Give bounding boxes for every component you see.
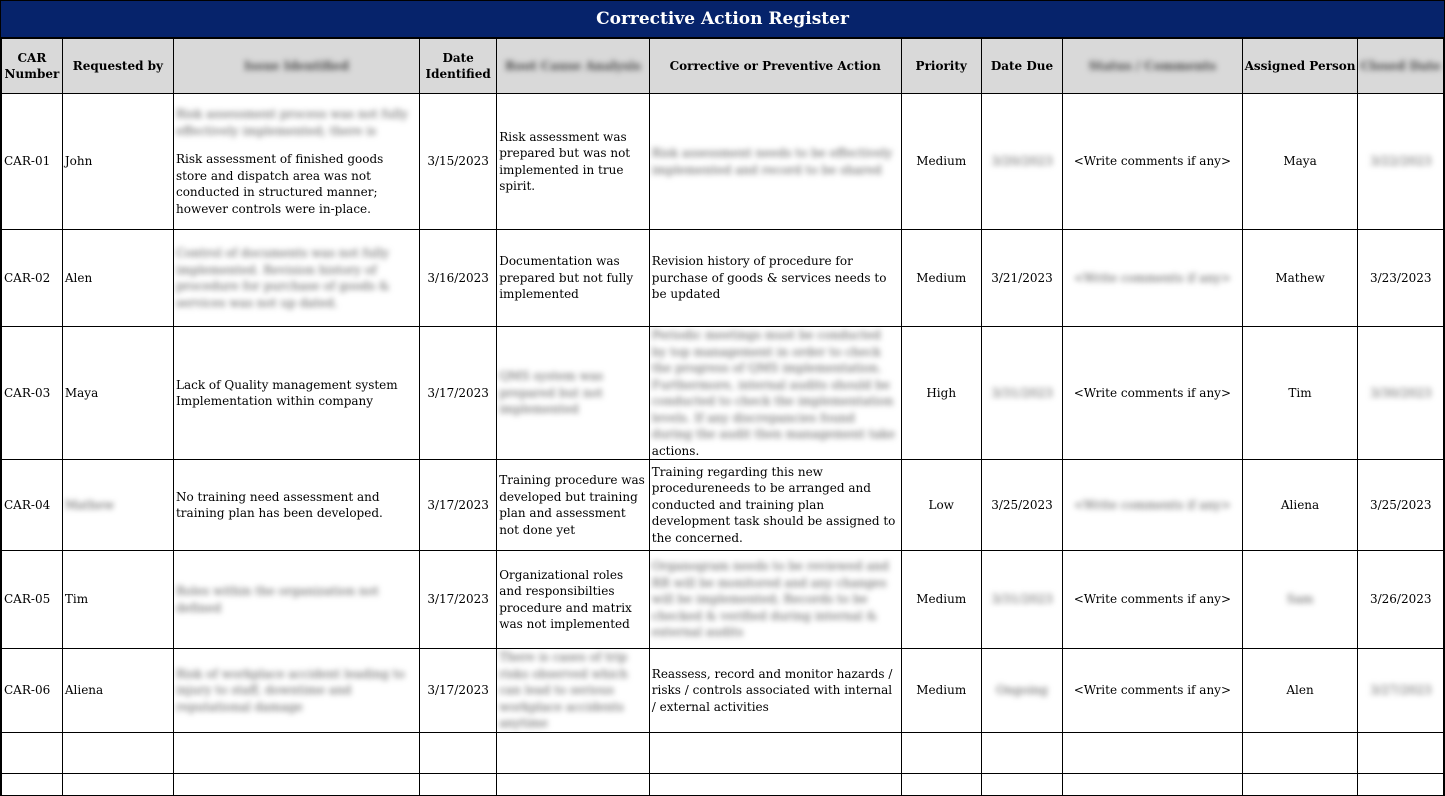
closed-blurred: 3/22/2023 xyxy=(1369,154,1432,169)
cell-priority[interactable]: Medium xyxy=(901,551,981,649)
cell-status[interactable]: <Write comments if any> xyxy=(1063,94,1242,230)
cell-requested-by[interactable]: Aliena xyxy=(62,649,173,733)
issue-blurred-text: Roles within the organization not defined xyxy=(175,584,379,615)
cell-issue[interactable] xyxy=(173,649,419,733)
cell-date-due[interactable] xyxy=(981,551,1062,649)
cell-assigned[interactable]: Mathew xyxy=(1242,230,1358,327)
cell-action[interactable]: Reassess, record and monitor hazards / risks / controls associated with internal / external activities xyxy=(649,649,901,733)
cell-assigned[interactable] xyxy=(1242,551,1358,649)
empty-cell[interactable] xyxy=(901,773,981,796)
issue-text: Risk assessment of finished goods store and dispatch area was not conducted in structured manner; however controls were in-place. xyxy=(175,152,384,216)
cell-closed[interactable] xyxy=(1358,94,1444,230)
table-row xyxy=(2,327,1444,460)
empty-cell[interactable] xyxy=(497,732,650,773)
status-blurred: <Write comments if any> xyxy=(1073,270,1232,285)
cell-closed[interactable] xyxy=(1358,327,1444,460)
empty-cell[interactable] xyxy=(901,732,981,773)
action-tail-text: actions. xyxy=(651,443,700,458)
empty-cell[interactable] xyxy=(173,732,419,773)
empty-cell[interactable] xyxy=(1063,773,1242,796)
cell-priority[interactable]: Low xyxy=(901,460,981,551)
header-status-label: Status / Comments xyxy=(1088,59,1217,73)
cell-priority[interactable]: Medium xyxy=(901,649,981,733)
date-due-blurred: 3/31/2023 xyxy=(991,592,1053,607)
header-issue-label: Issue Identified xyxy=(244,59,349,73)
cell-status[interactable]: <Write comments if any> xyxy=(1063,551,1242,649)
cell-assigned[interactable]: Alen xyxy=(1242,649,1358,733)
cell-date-identified[interactable]: 3/17/2023 xyxy=(420,551,497,649)
header-closed-label: Closed Date xyxy=(1360,59,1441,73)
cell-requested-by[interactable]: John xyxy=(62,94,173,230)
empty-row xyxy=(2,732,1444,773)
cell-date-identified[interactable]: 3/16/2023 xyxy=(420,230,497,327)
header-date-identified[interactable]: Date Identified xyxy=(420,39,497,94)
date-due-blurred: 3/20/2023 xyxy=(991,154,1053,169)
cell-requested-by[interactable] xyxy=(62,460,173,551)
cell-date-identified[interactable]: 3/17/2023 xyxy=(420,460,497,551)
cell-root-cause[interactable]: Risk assessment was prepared but was not implemented in true spirit. xyxy=(497,94,650,230)
cell-issue[interactable] xyxy=(173,94,419,230)
header-root-cause[interactable] xyxy=(497,39,650,94)
closed-blurred: 3/30/2023 xyxy=(1369,385,1432,400)
cell-issue[interactable] xyxy=(173,230,419,327)
cell-car-number[interactable]: CAR-06 xyxy=(2,649,63,733)
cell-priority[interactable]: Medium xyxy=(901,94,981,230)
cell-date-identified[interactable]: 3/15/2023 xyxy=(420,94,497,230)
header-row xyxy=(2,39,1444,94)
empty-cell[interactable] xyxy=(420,773,497,796)
cell-priority[interactable]: Medium xyxy=(901,230,981,327)
header-car-number[interactable]: CAR Number xyxy=(2,39,63,94)
cell-closed[interactable] xyxy=(1358,649,1444,733)
header-issue[interactable] xyxy=(173,39,419,94)
cell-car-number[interactable]: CAR-01 xyxy=(2,94,63,230)
cell-root-cause[interactable]: Organizational roles and responsibilties procedure and matrix was not implemented xyxy=(497,551,650,649)
cell-root-cause[interactable] xyxy=(497,649,650,733)
register-title: Corrective Action Register xyxy=(1,1,1444,38)
table-row xyxy=(2,460,1444,551)
date-due-blurred: 3/31/2023 xyxy=(991,385,1053,400)
register-table xyxy=(1,38,1444,796)
cell-issue[interactable] xyxy=(173,551,419,649)
cell-assigned[interactable]: Aliena xyxy=(1242,460,1358,551)
issue-blurred-text: Risk of workplace accident leading to injury to staff, downtime and reputational damage xyxy=(175,666,405,714)
empty-cell[interactable] xyxy=(1358,773,1444,796)
cell-action[interactable] xyxy=(649,327,901,460)
cell-status[interactable]: <Write comments if any> xyxy=(1063,327,1242,460)
cell-root-cause[interactable] xyxy=(497,327,650,460)
action-blurred-text: Periodic meetings must be conducted by top management in order to check the progress of QMS implementation. Furthermore, internal audits should be conducted to check the implementation levels. If any discrepancies found during the audit then management take xyxy=(651,328,896,441)
cell-issue[interactable]: Lack of Quality management system Implementation within company xyxy=(173,327,419,460)
cell-root-cause[interactable]: Training procedure was developed but training plan and assessment not done yet xyxy=(497,460,650,551)
cell-date-due[interactable] xyxy=(981,94,1062,230)
empty-cell[interactable] xyxy=(1358,732,1444,773)
cell-root-cause[interactable]: Documentation was prepared but not fully implemented xyxy=(497,230,650,327)
table-row xyxy=(2,551,1444,649)
cell-action[interactable]: Revision history of procedure for purchase of goods & services needs to be updated xyxy=(649,230,901,327)
action-blurred-text: Risk assessment needs to be effectively implemented and record to be shared xyxy=(651,146,893,177)
table-row xyxy=(2,94,1444,230)
cell-assigned[interactable]: Tim xyxy=(1242,327,1358,460)
cell-car-number[interactable]: CAR-03 xyxy=(2,327,63,460)
cell-car-number[interactable]: CAR-04 xyxy=(2,460,63,551)
table-row xyxy=(2,649,1444,733)
cell-action[interactable] xyxy=(649,551,901,649)
cell-date-due[interactable] xyxy=(981,327,1062,460)
empty-cell[interactable] xyxy=(649,732,901,773)
empty-cell[interactable] xyxy=(649,773,901,796)
cell-car-number[interactable]: CAR-02 xyxy=(2,230,63,327)
empty-cell[interactable] xyxy=(981,773,1062,796)
root-cause-blurred: There is cases of trip risks observed which can lead to serious workplace accidents anytime xyxy=(499,650,628,730)
cell-status[interactable] xyxy=(1063,460,1242,551)
root-cause-blurred: QMS system was prepared but not implemented xyxy=(499,369,604,417)
header-closed[interactable] xyxy=(1358,39,1444,94)
closed-blurred: 3/27/2023 xyxy=(1369,683,1432,697)
header-priority[interactable]: Priority xyxy=(901,39,981,94)
cell-requested-by[interactable]: Alen xyxy=(62,230,173,327)
cell-closed[interactable]: 3/23/2023 xyxy=(1358,230,1444,327)
cell-requested-by[interactable]: Tim xyxy=(62,551,173,649)
empty-cell[interactable] xyxy=(981,732,1062,773)
header-status[interactable] xyxy=(1063,39,1242,94)
cell-action[interactable] xyxy=(649,94,901,230)
empty-cell[interactable] xyxy=(1242,773,1358,796)
empty-cell[interactable] xyxy=(2,773,63,796)
header-assigned[interactable]: Assigned Person xyxy=(1242,39,1358,94)
cell-requested-by[interactable]: Maya xyxy=(62,327,173,460)
action-blurred-text: Organogram needs to be reviewed and RR will be monitored and any changes will be implemented; Records to be checked & verified during internal & external audits xyxy=(651,559,889,640)
empty-cell[interactable] xyxy=(62,773,173,796)
empty-cell[interactable] xyxy=(1242,732,1358,773)
header-requested-by[interactable]: Requested by xyxy=(62,39,173,94)
cell-status[interactable] xyxy=(1063,230,1242,327)
requested-by-blurred: Mathew xyxy=(64,497,115,512)
cell-issue[interactable]: No training need assessment and training plan has been developed. xyxy=(173,460,419,551)
empty-cell[interactable] xyxy=(420,732,497,773)
header-action[interactable]: Corrective or Preventive Action xyxy=(649,39,901,94)
cell-date-due[interactable] xyxy=(981,649,1062,733)
date-due-blurred: Ongoing xyxy=(996,683,1048,697)
cell-date-due[interactable]: 3/21/2023 xyxy=(981,230,1062,327)
issue-blurred-text: Control of documents was not fully implemented. Revision history of procedure for purchase of goods & services was not up dated. xyxy=(175,246,390,310)
cell-action[interactable]: Training regarding this new procedureneeds to be arranged and conducted and training plan development task should be assigned to the concerned. xyxy=(649,460,901,551)
cell-date-identified[interactable]: 3/17/2023 xyxy=(420,649,497,733)
cell-closed[interactable]: 3/25/2023 xyxy=(1358,460,1444,551)
cell-date-identified[interactable]: 3/17/2023 xyxy=(420,327,497,460)
cell-car-number[interactable]: CAR-05 xyxy=(2,551,63,649)
cell-closed[interactable]: 3/26/2023 xyxy=(1358,551,1444,649)
issue-blurred-text: Risk assessment process was not fully effectively implemented; there is xyxy=(175,107,409,138)
status-blurred: <Write comments if any> xyxy=(1073,497,1232,512)
cell-priority[interactable]: High xyxy=(901,327,981,460)
empty-row xyxy=(2,773,1444,796)
header-date-due[interactable]: Date Due xyxy=(981,39,1062,94)
cell-date-due[interactable]: 3/25/2023 xyxy=(981,460,1062,551)
empty-cell[interactable] xyxy=(62,732,173,773)
table-row xyxy=(2,230,1444,327)
cell-status[interactable]: <Write comments if any> xyxy=(1063,649,1242,733)
cell-assigned[interactable]: Maya xyxy=(1242,94,1358,230)
header-root-cause-label: Root Cause Analysis xyxy=(505,59,641,73)
empty-cell[interactable] xyxy=(2,732,63,773)
empty-cell[interactable] xyxy=(497,773,650,796)
assigned-blurred: Sam xyxy=(1286,592,1314,607)
empty-cell[interactable] xyxy=(173,773,419,796)
empty-cell[interactable] xyxy=(1063,732,1242,773)
